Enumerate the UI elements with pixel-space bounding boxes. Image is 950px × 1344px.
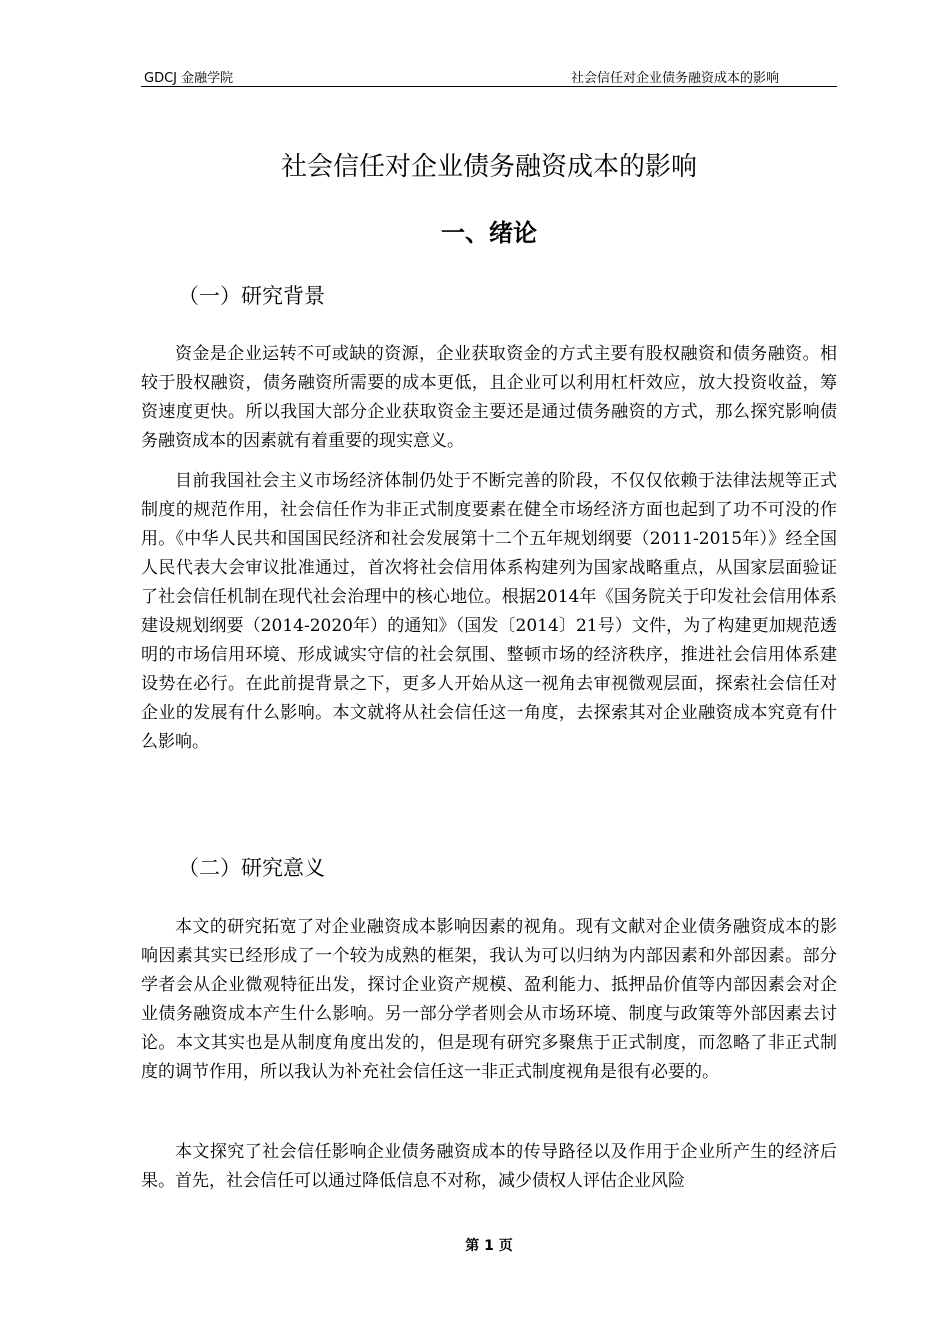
- paragraph: 本文探究了社会信任影响企业债务融资成本的传导路径以及作用于企业所产生的经济后果。首先，社会信任可以通过降低信息不对称，减少债权人评估企业风险: [141, 1142, 837, 1191]
- running-header: [141, 66, 837, 87]
- paragraph: 本文的研究拓宽了对企业融资成本影响因素的视角。现有文献对企业债务融资成本的影响因素其实已经形成了一个较为成熟的框架，我认为可以归纳为内部因素和外部因素。部分学者会从企业微观特征出发，探讨企业资产规模、盈利能力、抵押品价值等内部因素会对企业债务融资成本产生什么影响。另一部分学者则会从市场环境、制度与政策等外部因素去讨论。本文其实也是从制度角度出发的，但是现有研究多聚焦于正式制度，而忽略了非正式制度的调节作用，所以我认为补充社会信任这一非正式制度视角是很有必要的。: [141, 917, 837, 1082]
- header-left: GDCJ 金融学院: [144, 71, 234, 86]
- chapter-heading: 一、绪论: [441, 219, 537, 247]
- paragraph: 资金是企业运转不可或缺的资源，企业获取资金的方式主要有股权融资和债务融资。相较于股权融资，债务融资所需要的成本更低，且企业可以利用杠杆效应，放大投资收益，筹资速度更快。所以我国大部分企业获取资金主要还是通过债务融资的方式，那么探究影响债务融资成本的因素就有着重要的现实意义。: [141, 344, 837, 451]
- header-right: 社会信任对企业债务融资成本的影响: [570, 71, 779, 86]
- section-heading-significance: （二）研究意义: [178, 856, 325, 880]
- page-number: 第 1 页: [465, 1238, 513, 1254]
- document-title: 社会信任对企业债务融资成本的影响: [280, 152, 697, 182]
- section-heading-background: （一）研究背景: [178, 284, 325, 308]
- paragraph: 目前我国社会主义市场经济体制仍处于不断完善的阶段，不仅仅依赖于法律法规等正式制度的规范作用，社会信任作为非正式制度要素在健全市场经济方面也起到了功不可没的作用。《中华人民共和国国民经济和社会发展第十二个五年规划纲要（2011-2015年）》经全国人民代表大会审议批准通过，首次将社会信用体系构建列为国家战略重点，从国家层面验证了社会信任机制在现代社会治理中的核心地位。根据2014年《国务院关于印发社会信用体系建设规划纲要（2014-2020年）的通知》（国发〔2014〕21号）文件，为了构建更加规范透明的市场信用环境、形成诚实守信的社会氛围、整顿市场的经济秩序，推进社会信用体系建设势在必行。在此前提背景之下，更多人开始从这一视角去审视微观层面，探索社会信任对企业的发展有什么影响。本文就将从社会信任这一角度，去探索其对企业融资成本究竟有什么影响。: [141, 471, 837, 752]
